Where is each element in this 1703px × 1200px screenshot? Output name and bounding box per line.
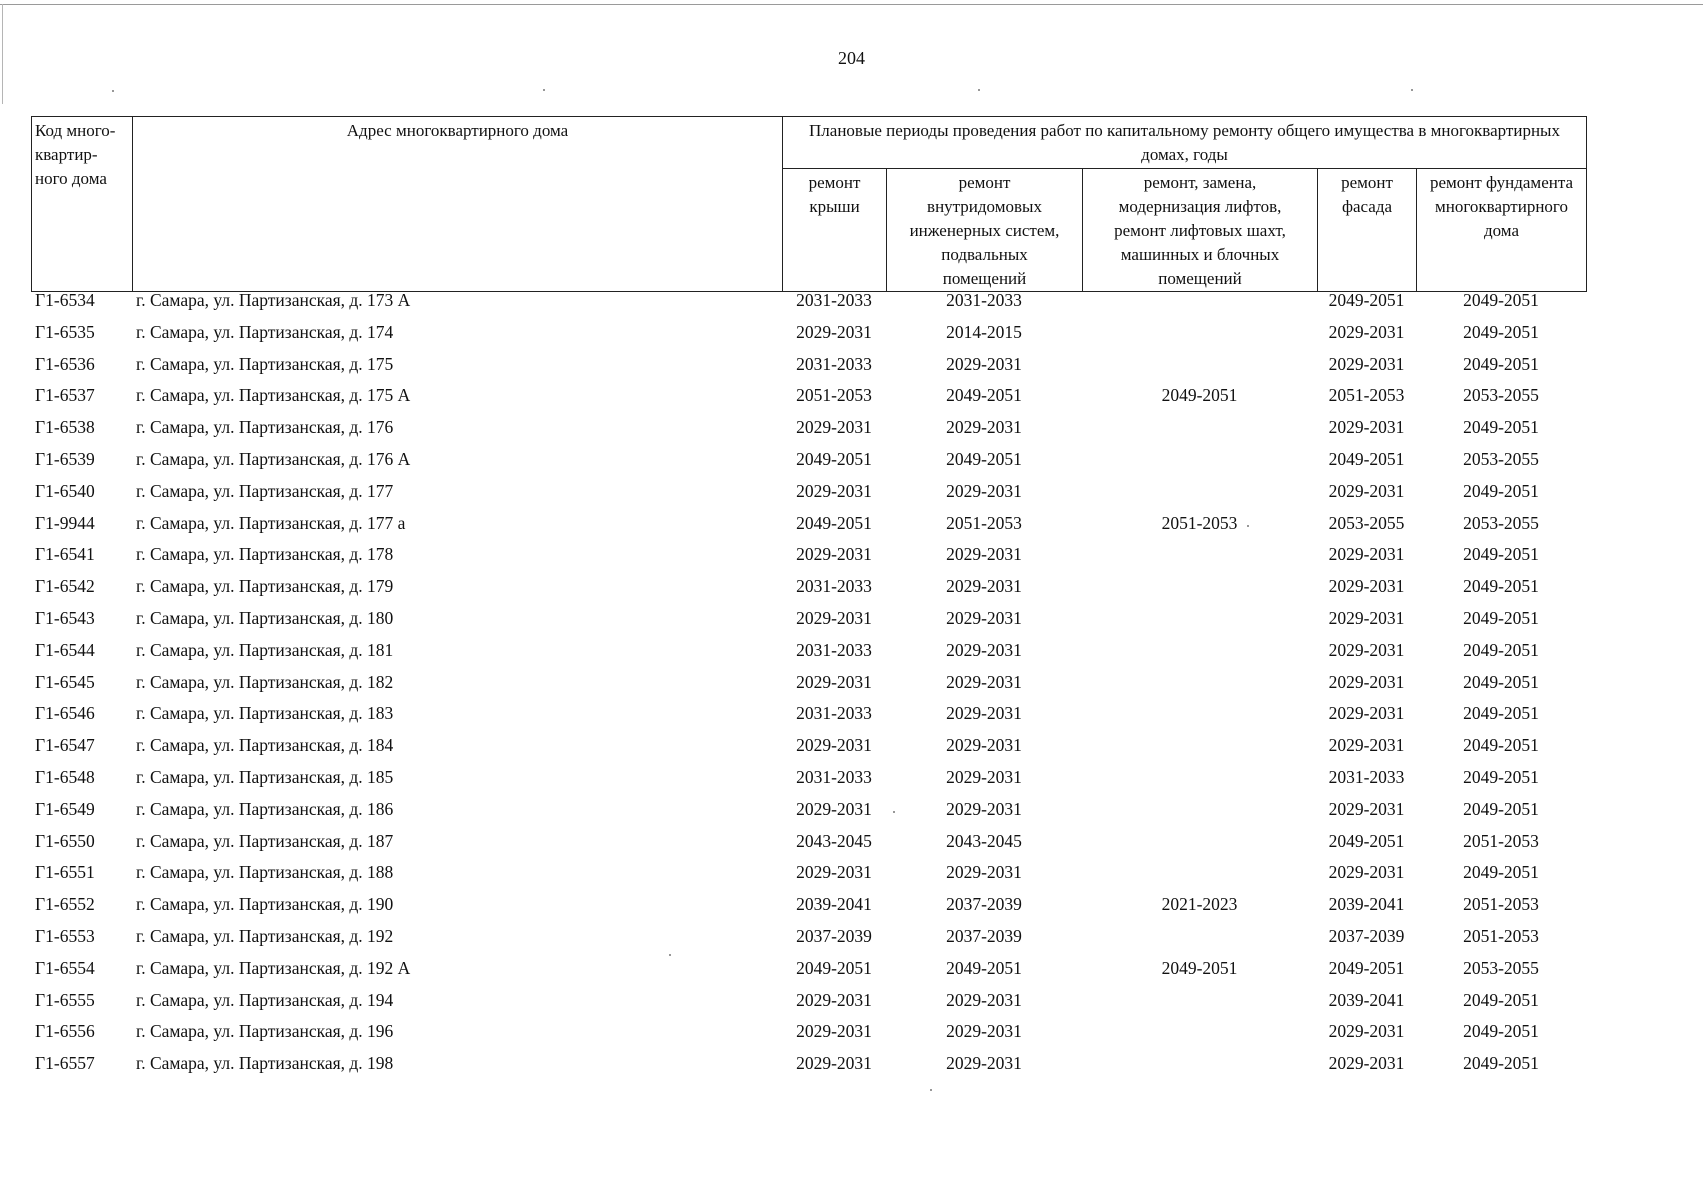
cell-roof: 2029-2031 [796,671,872,692]
cell-engineering: 2014-2015 [946,321,1022,342]
cell-elevators [1082,607,1317,639]
cell-facade: 2029-2031 [1328,1053,1405,1074]
cell-code: Г1-6546 [35,703,95,724]
cell-elevators [1082,1052,1317,1084]
scan-edge-top [0,4,1703,5]
cell-foundation: 2049-2051 [1463,639,1539,660]
cell-elevators: 2049-2051 [1161,385,1238,406]
cell-engineering: 2029-2031 [946,417,1022,438]
cell-engineering: 2029-2031 [946,639,1022,660]
cell-engineering: 2029-2031 [946,766,1022,787]
cell-address: г. Самара, ул. Партизанская, д. 198 [136,1053,394,1074]
cell-foundation: 2049-2051 [1463,480,1539,501]
table-row [31,702,1586,734]
cell-engineering: 2029-2031 [946,735,1022,756]
cell-foundation: 2053-2055 [1463,448,1539,469]
cell-address: г. Самара, ул. Партизанская, д. 173 А [136,290,411,310]
cell-foundation: 2049-2051 [1463,862,1539,883]
scan-speck [1247,525,1249,527]
scan-speck [1411,89,1413,91]
cell-elevators [1082,639,1317,671]
cell-roof: 2049-2051 [796,448,872,469]
cell-roof: 2029-2031 [796,1021,872,1042]
cell-code: Г1-6557 [35,1053,95,1074]
cell-foundation: 2051-2053 [1463,925,1539,946]
cell-elevators [1082,989,1317,1021]
cell-engineering: 2049-2051 [946,957,1022,978]
cell-code: Г1-6556 [35,1021,95,1042]
cell-elevators [1082,671,1317,703]
cell-engineering: 2029-2031 [946,1053,1022,1074]
table-row [31,766,1586,798]
cell-elevators [1082,702,1317,734]
cell-address: г. Самара, ул. Партизанская, д. 174 [136,321,394,342]
cell-elevators [1082,575,1317,607]
cell-roof: 2051-2053 [796,385,872,406]
table-row [31,925,1586,957]
cell-facade: 2029-2031 [1328,576,1405,597]
cell-facade: 2049-2051 [1328,290,1405,310]
column-header-facade: ремонт фасада [1318,169,1417,292]
table-row [31,448,1586,480]
scan-speck [112,90,114,92]
cell-foundation: 2049-2051 [1463,1021,1539,1042]
cell-code: Г1-6543 [35,607,95,628]
table-row [31,671,1586,703]
cell-engineering: 2031-2033 [946,290,1022,310]
cell-engineering: 2029-2031 [946,353,1022,374]
cell-address: г. Самара, ул. Партизанская, д. 187 [136,830,394,851]
cell-code: Г1-6552 [35,894,95,915]
cell-facade: 2029-2031 [1328,639,1405,660]
cell-facade: 2029-2031 [1328,703,1405,724]
cell-engineering: 2029-2031 [946,798,1022,819]
table-row [31,321,1586,353]
cell-code: Г1-6545 [35,671,95,692]
cell-engineering: 2029-2031 [946,1021,1022,1042]
cell-facade: 2031-2033 [1328,766,1405,787]
cell-facade: 2039-2041 [1328,989,1405,1010]
table-row [31,798,1586,830]
cell-foundation: 2051-2053 [1463,830,1539,851]
cell-roof: 2031-2033 [796,766,872,787]
cell-address: г. Самара, ул. Партизанская, д. 175 [136,353,394,374]
table-row [31,861,1586,893]
cell-code: Г1-6539 [35,448,95,469]
cell-engineering: 2049-2051 [946,385,1022,406]
cell-facade: 2053-2055 [1328,512,1405,533]
table-row [31,1020,1586,1052]
cell-engineering: 2029-2031 [946,544,1022,565]
cell-code: Г1-6555 [35,989,95,1010]
cell-address: г. Самара, ул. Партизанская, д. 178 [136,544,394,565]
column-group-header-periods: Плановые периоды проведения работ по капитальному ремонту общего имущества в многоквартирных домах, годы [783,117,1587,169]
cell-elevators [1082,861,1317,893]
cell-roof: 2039-2041 [796,894,872,915]
cell-roof: 2031-2033 [796,703,872,724]
cell-address: г. Самара, ул. Партизанская, д. 179 [136,576,394,597]
column-header-elevators: ремонт, замена, модернизация лифтов, ремонт лифтовых шахт, машинных и блочных помещений [1083,169,1318,292]
cell-code: Г1-6549 [35,798,95,819]
cell-elevators [1082,448,1317,480]
cell-code: Г1-6536 [35,353,95,374]
table-row [31,289,1586,321]
column-header-engineering-systems: ремонт внутридомовых инженерных систем, подвальных помещений [887,169,1083,292]
cell-elevators [1082,480,1317,512]
cell-engineering: 2029-2031 [946,576,1022,597]
cell-elevators [1082,416,1317,448]
cell-address: г. Самара, ул. Партизанская, д. 192 [136,925,394,946]
cell-foundation: 2049-2051 [1463,798,1539,819]
cell-elevators [1082,766,1317,798]
cell-roof: 2029-2031 [796,607,872,628]
cell-elevators: 2021-2023 [1161,894,1238,915]
cell-address: г. Самара, ул. Партизанская, д. 181 [136,639,394,660]
cell-code: Г1-6538 [35,417,95,438]
cell-engineering: 2029-2031 [946,862,1022,883]
cell-roof: 2031-2033 [796,290,872,310]
column-header-address: Адрес многоквартирного дома [133,117,783,292]
table-row [31,989,1586,1021]
table-header [31,116,1587,292]
cell-address: г. Самара, ул. Партизанская, д. 184 [136,735,394,756]
cell-foundation: 2053-2055 [1463,512,1539,533]
table-row [31,734,1586,766]
column-header-code: Код много- квартир- ного дома [32,117,133,292]
table-row [31,607,1586,639]
cell-facade: 2029-2031 [1328,544,1405,565]
table-row [31,416,1586,448]
scan-speck [930,1089,932,1091]
cell-code: Г1-6537 [35,385,95,406]
cell-foundation: 2049-2051 [1463,321,1539,342]
scan-speck [669,954,671,956]
cell-elevators [1082,321,1317,353]
cell-engineering: 2037-2039 [946,925,1022,946]
cell-elevators [1082,734,1317,766]
cell-facade: 2049-2051 [1328,830,1405,851]
cell-foundation: 2049-2051 [1463,290,1539,310]
scan-speck [978,89,980,91]
cell-elevators: 2051-2053 [1161,512,1238,533]
cell-facade: 2049-2051 [1328,448,1405,469]
cell-address: г. Самара, ул. Партизанская, д. 188 [136,862,394,883]
cell-roof: 2037-2039 [796,925,872,946]
cell-facade: 2029-2031 [1328,735,1405,756]
cell-foundation: 2053-2055 [1463,385,1539,406]
cell-address: г. Самара, ул. Партизанская, д. 180 [136,607,394,628]
cell-address: г. Самара, ул. Партизанская, д. 177 [136,480,394,501]
cell-roof: 2029-2031 [796,417,872,438]
cell-foundation: 2049-2051 [1463,766,1539,787]
cell-address: г. Самара, ул. Партизанская, д. 177 а [136,512,406,533]
cell-roof: 2043-2045 [796,830,872,851]
cell-roof: 2029-2031 [796,989,872,1010]
cell-foundation: 2049-2051 [1463,671,1539,692]
cell-foundation: 2049-2051 [1463,417,1539,438]
cell-elevators [1082,353,1317,385]
cell-code: Г1-6548 [35,766,95,787]
cell-facade: 2029-2031 [1328,353,1405,374]
column-header-roof: ремонт крыши [783,169,887,292]
cell-address: г. Самара, ул. Партизанская, д. 176 А [136,448,411,469]
table-body [31,289,1586,1084]
cell-foundation: 2049-2051 [1463,703,1539,724]
cell-elevators: 2049-2051 [1161,957,1238,978]
cell-foundation: 2049-2051 [1463,735,1539,756]
cell-facade: 2051-2053 [1328,385,1405,406]
cell-engineering: 2029-2031 [946,671,1022,692]
cell-address: г. Самара, ул. Партизанская, д. 186 [136,798,394,819]
cell-address: г. Самара, ул. Партизанская, д. 183 [136,703,394,724]
cell-foundation: 2049-2051 [1463,607,1539,628]
scan-speck [893,811,895,813]
cell-foundation: 2051-2053 [1463,894,1539,915]
cell-facade: 2029-2031 [1328,1021,1405,1042]
table-row [31,543,1586,575]
table-row [31,639,1586,671]
cell-address: г. Самара, ул. Партизанская, д. 194 [136,989,394,1010]
cell-facade: 2029-2031 [1328,862,1405,883]
cell-address: г. Самара, ул. Партизанская, д. 176 [136,417,394,438]
cell-engineering: 2029-2031 [946,989,1022,1010]
cell-address: г. Самара, ул. Партизанская, д. 190 [136,894,394,915]
cell-code: Г1-6554 [35,957,95,978]
cell-roof: 2029-2031 [796,735,872,756]
cell-code: Г1-6551 [35,862,95,883]
table-row [31,830,1586,862]
cell-facade: 2029-2031 [1328,321,1405,342]
cell-code: Г1-6540 [35,480,95,501]
cell-roof: 2029-2031 [796,862,872,883]
table-row [31,480,1586,512]
cell-code: Г1-6541 [35,544,95,565]
table-row [31,1052,1586,1084]
cell-roof: 2029-2031 [796,544,872,565]
cell-roof: 2029-2031 [796,480,872,501]
cell-foundation: 2049-2051 [1463,576,1539,597]
cell-foundation: 2049-2051 [1463,353,1539,374]
table-row [31,384,1586,416]
cell-elevators [1082,798,1317,830]
scan-speck [543,89,545,91]
cell-roof: 2029-2031 [796,1053,872,1074]
cell-roof: 2031-2033 [796,576,872,597]
cell-code: Г1-6542 [35,576,95,597]
cell-engineering: 2051-2053 [946,512,1022,533]
cell-elevators [1082,1020,1317,1052]
cell-engineering: 2037-2039 [946,894,1022,915]
cell-roof: 2049-2051 [796,512,872,533]
cell-code: Г1-6544 [35,639,95,660]
cell-engineering: 2049-2051 [946,448,1022,469]
cell-foundation: 2049-2051 [1463,989,1539,1010]
table-row [31,575,1586,607]
cell-elevators [1082,925,1317,957]
cell-facade: 2029-2031 [1328,607,1405,628]
cell-foundation: 2049-2051 [1463,1053,1539,1074]
page-number: 204 [838,48,865,68]
cell-facade: 2029-2031 [1328,417,1405,438]
cell-foundation: 2049-2051 [1463,544,1539,565]
cell-roof: 2031-2033 [796,353,872,374]
cell-foundation: 2053-2055 [1463,957,1539,978]
cell-code: Г1-6553 [35,925,95,946]
cell-address: г. Самара, ул. Партизанская, д. 196 [136,1021,394,1042]
cell-roof: 2031-2033 [796,639,872,660]
cell-address: г. Самара, ул. Партизанская, д. 175 А [136,385,411,406]
cell-engineering: 2029-2031 [946,480,1022,501]
cell-address: г. Самара, ул. Партизанская, д. 182 [136,671,394,692]
cell-engineering: 2029-2031 [946,703,1022,724]
cell-facade: 2029-2031 [1328,798,1405,819]
table-row [31,957,1586,989]
cell-code: Г1-6550 [35,830,95,851]
cell-facade: 2029-2031 [1328,671,1405,692]
cell-roof: 2029-2031 [796,321,872,342]
cell-code: Г1-6535 [35,321,95,342]
cell-facade: 2029-2031 [1328,480,1405,501]
cell-elevators [1082,830,1317,862]
cell-elevators [1082,543,1317,575]
table-row [31,512,1586,544]
cell-engineering: 2029-2031 [946,607,1022,628]
cell-engineering: 2043-2045 [946,830,1022,851]
cell-address: г. Самара, ул. Партизанская, д. 192 А [136,957,411,978]
cell-facade: 2039-2041 [1328,894,1405,915]
cell-facade: 2049-2051 [1328,957,1405,978]
cell-elevators [1082,289,1317,321]
cell-code: Г1-6534 [35,290,95,310]
cell-address: г. Самара, ул. Партизанская, д. 185 [136,766,394,787]
table-row [31,353,1586,385]
cell-roof: 2049-2051 [796,957,872,978]
cell-code: Г1-6547 [35,735,95,756]
cell-facade: 2037-2039 [1328,925,1405,946]
column-header-foundation: ремонт фундамента многоквартирного дома [1417,169,1587,292]
cell-roof: 2029-2031 [796,798,872,819]
cell-code: Г1-9944 [35,512,95,533]
table-row [31,893,1586,925]
